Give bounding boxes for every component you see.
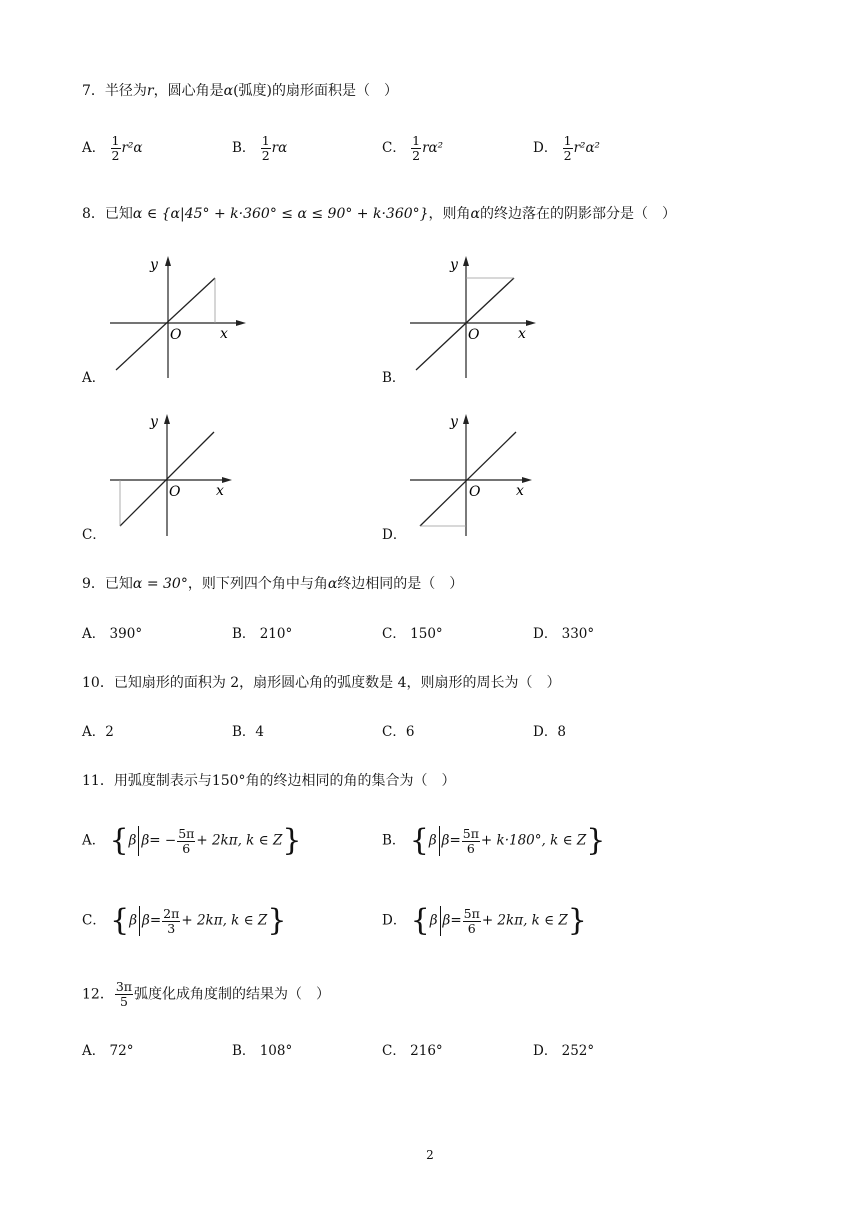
- fraction: [462, 827, 480, 856]
- q11-option-b[interactable]: [382, 823, 606, 858]
- x-axis-label: x: [516, 483, 524, 499]
- set-variable: β: [141, 832, 150, 849]
- equals-sign: =: [449, 832, 461, 849]
- arrow-icon: [463, 256, 469, 266]
- arrow-icon: [236, 320, 246, 326]
- fraction-denominator: 2: [563, 148, 572, 163]
- option-label: D．: [533, 140, 558, 156]
- fraction-numerator: 1: [261, 133, 270, 148]
- stem-text: 角的终边相同的角的集合为（ ）: [245, 773, 456, 789]
- fraction-numerator: 2π: [163, 905, 180, 921]
- stem-text: (弧度)的扇形面积是（ ）: [233, 83, 399, 99]
- option-label: A．: [82, 140, 106, 156]
- q7-option-a[interactable]: [82, 134, 142, 163]
- q8-graph-a[interactable]: [100, 250, 250, 380]
- option-label: D．: [533, 626, 558, 642]
- q12-option-c[interactable]: [382, 1041, 443, 1061]
- q8-option-b-label[interactable]: B．: [382, 370, 406, 386]
- left-brace-icon: {: [110, 903, 130, 938]
- question-number: 9．: [82, 576, 105, 592]
- stem-text: 已知: [104, 576, 133, 592]
- set-rhs: + 2kπ, k ∈ Z: [481, 912, 568, 929]
- fraction-denominator: 6: [182, 840, 191, 856]
- variable-alpha: α: [470, 206, 481, 222]
- left-brace-icon: {: [109, 823, 129, 858]
- stem-text: 弧度化成角度制的结果为（ ）: [134, 986, 330, 1003]
- x-axis-label: x: [216, 483, 224, 499]
- fraction-denominator: 6: [466, 840, 475, 856]
- option-label: B．: [382, 832, 406, 849]
- fraction-numerator: 5π: [462, 825, 479, 841]
- q7-option-d[interactable]: [533, 134, 600, 163]
- option-expression: rα: [271, 140, 288, 156]
- origin-label: O: [468, 327, 480, 343]
- fraction: [111, 134, 121, 163]
- equals-sign: = −: [149, 832, 177, 849]
- question-number: 7．: [82, 83, 105, 99]
- fraction-numerator: 3π: [115, 979, 132, 994]
- left-brace-icon: {: [409, 823, 429, 858]
- question-12: [82, 980, 330, 1009]
- option-value: 108°: [259, 1043, 293, 1059]
- set-divider: [440, 906, 441, 936]
- fraction-denominator: 5: [119, 994, 128, 1009]
- question-number: 11．: [82, 773, 114, 789]
- set-expression: α ∈ {α|45° + k·360° ≤ α ≤ 90° + k·360°}: [132, 206, 429, 222]
- origin-label: O: [169, 484, 181, 500]
- right-brace-icon: }: [267, 903, 287, 938]
- q9-option-b[interactable]: [232, 624, 292, 644]
- set-variable: β: [129, 912, 138, 929]
- q8-option-a-label[interactable]: A．: [82, 370, 106, 386]
- set-divider: [138, 826, 139, 856]
- option-label: B．: [232, 724, 256, 740]
- q8-graph-c[interactable]: [100, 408, 250, 538]
- set-rhs: + 2kπ, k ∈ Z: [196, 832, 283, 849]
- option-label: A．: [82, 832, 106, 849]
- option-value: 216°: [410, 1043, 443, 1059]
- question-10: [82, 672, 561, 694]
- condition: α = 30°: [132, 576, 188, 592]
- q10-option-b[interactable]: [232, 722, 264, 742]
- set-variable: β: [429, 912, 438, 929]
- q8-option-d-label[interactable]: D．: [382, 527, 407, 543]
- question-number: 12．: [82, 986, 114, 1003]
- terminal-side-line: [420, 432, 516, 526]
- q12-option-d[interactable]: [533, 1041, 594, 1061]
- set-variable: β: [441, 832, 450, 849]
- question-number: 8．: [82, 206, 105, 222]
- option-expression: r²α: [121, 140, 143, 156]
- stem-text: ，则角: [428, 206, 471, 222]
- option-value: 252°: [561, 1043, 595, 1059]
- option-label: A．: [82, 724, 106, 740]
- fraction-numerator: 1: [111, 133, 120, 148]
- question-8: [82, 203, 676, 225]
- option-label: C．: [82, 912, 106, 929]
- terminal-side-line: [116, 278, 215, 370]
- fraction: [563, 134, 573, 163]
- arrow-icon: [463, 414, 469, 424]
- q11-option-d[interactable]: [382, 903, 587, 938]
- set-variable: β: [442, 912, 451, 929]
- option-value: 4: [255, 724, 265, 740]
- set-rhs: + k·180°, k ∈ Z: [480, 832, 587, 849]
- question-11: [82, 770, 456, 792]
- option-label: B．: [232, 1043, 256, 1059]
- option-label: A．: [82, 1043, 106, 1059]
- left-brace-icon: {: [410, 903, 430, 938]
- option-label: C．: [382, 724, 406, 740]
- arrow-icon: [164, 414, 170, 424]
- equals-sign: =: [450, 912, 462, 929]
- variable-alpha: α: [327, 576, 338, 592]
- stem-text: 已知扇形的面积为 2，扇形圆心角的弧度数是 4，则扇形的周长为（ ）: [113, 675, 561, 691]
- fraction-denominator: 2: [412, 148, 421, 163]
- q9-option-c[interactable]: [382, 624, 443, 644]
- q11-option-c[interactable]: [82, 903, 287, 938]
- y-axis-label: y: [450, 414, 458, 430]
- angle-value: 150°: [211, 773, 246, 789]
- option-label: B．: [232, 626, 256, 642]
- option-expression: rα²: [422, 140, 444, 156]
- stem-text: 的终边落在的阴影部分是（ ）: [480, 206, 677, 222]
- option-label: C．: [382, 140, 406, 156]
- option-value: 210°: [259, 626, 293, 642]
- terminal-side-line: [416, 278, 514, 370]
- option-expression: r²α²: [573, 140, 600, 156]
- fraction-denominator: 6: [467, 920, 476, 936]
- q9-option-a[interactable]: [82, 624, 142, 644]
- set-variable: β: [128, 832, 137, 849]
- option-value: 72°: [109, 1043, 134, 1059]
- stem-text: ，圆心角是: [153, 83, 224, 99]
- fraction-numerator: 1: [412, 133, 421, 148]
- option-label: C．: [382, 626, 406, 642]
- question-7: [82, 80, 398, 102]
- q8-graph-b[interactable]: [400, 250, 550, 380]
- fraction-denominator: 2: [261, 148, 270, 163]
- set-variable: β: [428, 832, 437, 849]
- stem-text: 已知: [104, 206, 133, 222]
- option-value: 6: [405, 724, 415, 740]
- right-brace-icon: }: [586, 823, 606, 858]
- stem-text: 终边相同的是（ ）: [337, 576, 464, 592]
- right-brace-icon: }: [282, 823, 302, 858]
- option-label: D．: [382, 912, 407, 929]
- question-number: 10．: [82, 675, 114, 691]
- option-value: 2: [105, 724, 114, 740]
- page-number: 2: [426, 1148, 434, 1162]
- arrow-icon: [526, 320, 536, 326]
- question-9: [82, 573, 463, 595]
- origin-label: O: [469, 484, 481, 500]
- fraction: [162, 907, 180, 936]
- option-value: 390°: [109, 626, 143, 642]
- fraction: [261, 134, 271, 163]
- fraction: [177, 827, 195, 856]
- x-axis-label: x: [518, 326, 526, 342]
- set-rhs: + 2kπ, k ∈ Z: [181, 912, 268, 929]
- option-label: A．: [82, 626, 106, 642]
- q10-option-c[interactable]: [382, 722, 414, 742]
- fraction-denominator: 3: [167, 920, 176, 936]
- q8-graph-d[interactable]: [400, 408, 550, 538]
- q10-option-d[interactable]: [533, 722, 566, 742]
- right-brace-icon: }: [567, 903, 587, 938]
- x-axis-label: x: [220, 326, 228, 342]
- variable-alpha: α: [223, 83, 234, 99]
- fraction: [463, 907, 481, 936]
- set-divider: [439, 826, 440, 856]
- option-value: 8: [557, 724, 566, 740]
- q12-option-b[interactable]: [232, 1041, 292, 1061]
- option-label: D．: [533, 724, 558, 740]
- variable-r: r: [146, 83, 154, 99]
- fraction-numerator: 5π: [178, 825, 195, 841]
- fraction-denominator: 2: [111, 148, 120, 163]
- set-divider: [139, 906, 140, 936]
- stem-text: 半径为: [104, 83, 147, 99]
- q11-option-a[interactable]: [82, 823, 302, 858]
- option-label: B．: [232, 140, 256, 156]
- arrow-icon: [165, 256, 171, 266]
- y-axis-label: y: [450, 257, 458, 273]
- y-axis-label: y: [150, 414, 158, 430]
- q9-option-d[interactable]: [533, 624, 594, 644]
- q10-option-a[interactable]: [82, 722, 114, 742]
- fraction-numerator: 5π: [463, 905, 480, 921]
- q12-option-a[interactable]: [82, 1041, 133, 1061]
- q7-option-b[interactable]: [232, 134, 287, 163]
- fraction: [411, 134, 421, 163]
- fraction: [115, 980, 133, 1009]
- q7-option-c[interactable]: [382, 134, 443, 163]
- option-value: 150°: [410, 626, 443, 642]
- set-variable: β: [142, 912, 150, 929]
- q8-option-c-label[interactable]: C．: [82, 527, 106, 543]
- fraction-numerator: 1: [563, 133, 572, 148]
- origin-label: O: [170, 327, 182, 343]
- equals-sign: =: [149, 912, 162, 929]
- stem-text: 用弧度制表示与: [113, 773, 212, 789]
- option-label: C．: [382, 1043, 406, 1059]
- option-value: 330°: [561, 626, 595, 642]
- y-axis-label: y: [150, 257, 158, 273]
- stem-text: ，则下列四个角中与角: [187, 576, 328, 592]
- option-label: D．: [533, 1043, 558, 1059]
